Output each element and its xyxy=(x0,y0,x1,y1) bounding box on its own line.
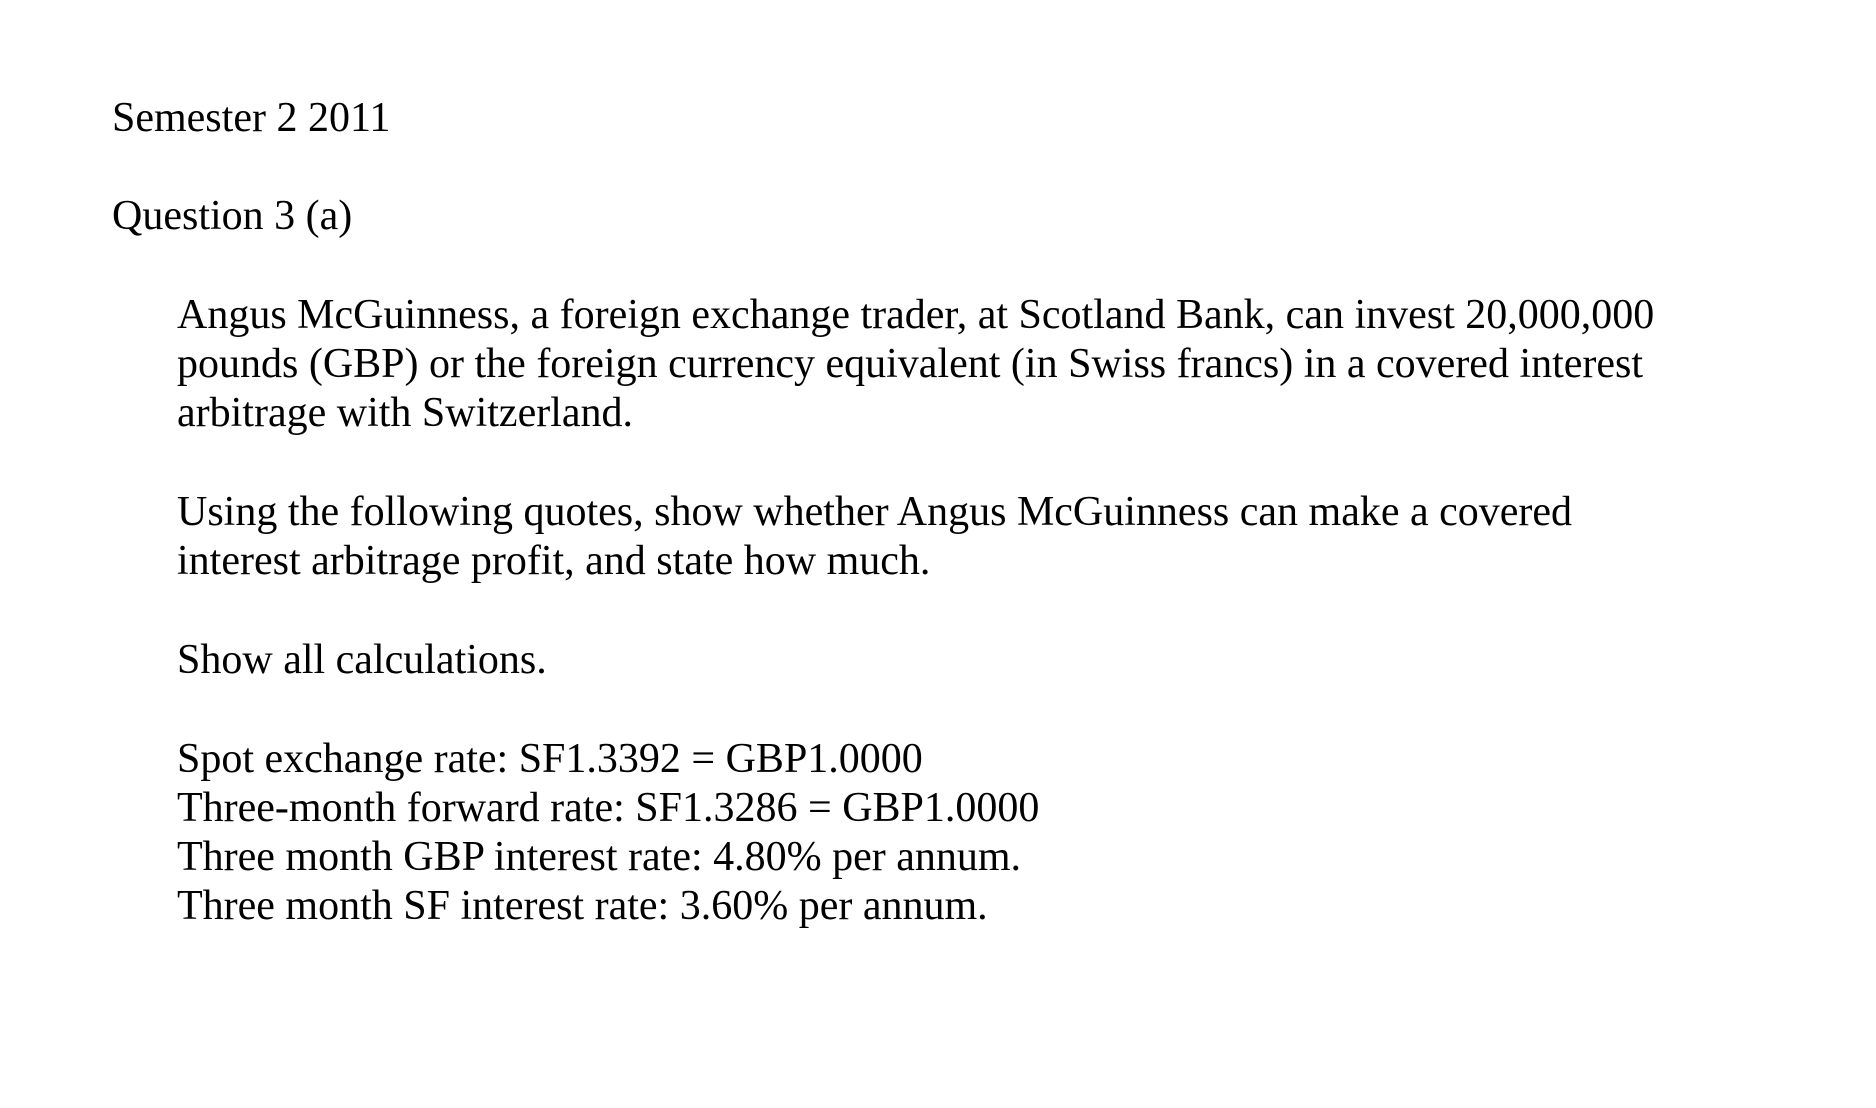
quote-forward-rate: Three-month forward rate: SF1.3286 = GBP1.0000 xyxy=(177,785,1040,831)
quote-spot-rate: Spot exchange rate: SF1.3392 = GBP1.0000 xyxy=(177,736,923,782)
paragraph-1-line-1: Angus McGuinness, a foreign exchange trader, at Scotland Bank, can invest 20,000,000 xyxy=(177,292,1655,338)
paragraph-2-line-2: interest arbitrage profit, and state how much. xyxy=(177,538,931,584)
paragraph-2-line-1: Using the following quotes, show whether Angus McGuinness can make a covered xyxy=(177,489,1573,535)
semester-heading: Semester 2 2011 xyxy=(112,95,391,141)
quote-sf-interest: Three month SF interest rate: 3.60% per annum. xyxy=(177,883,988,929)
paragraph-1-line-3: arbitrage with Switzerland. xyxy=(177,390,634,436)
instruction-text: Show all calculations. xyxy=(177,637,547,683)
paragraph-1-line-2: pounds (GBP) or the foreign currency equivalent (in Swiss francs) in a covered interest xyxy=(177,341,1644,387)
question-label: Question 3 (a) xyxy=(112,193,353,239)
quote-gbp-interest: Three month GBP interest rate: 4.80% per annum. xyxy=(177,834,1022,880)
